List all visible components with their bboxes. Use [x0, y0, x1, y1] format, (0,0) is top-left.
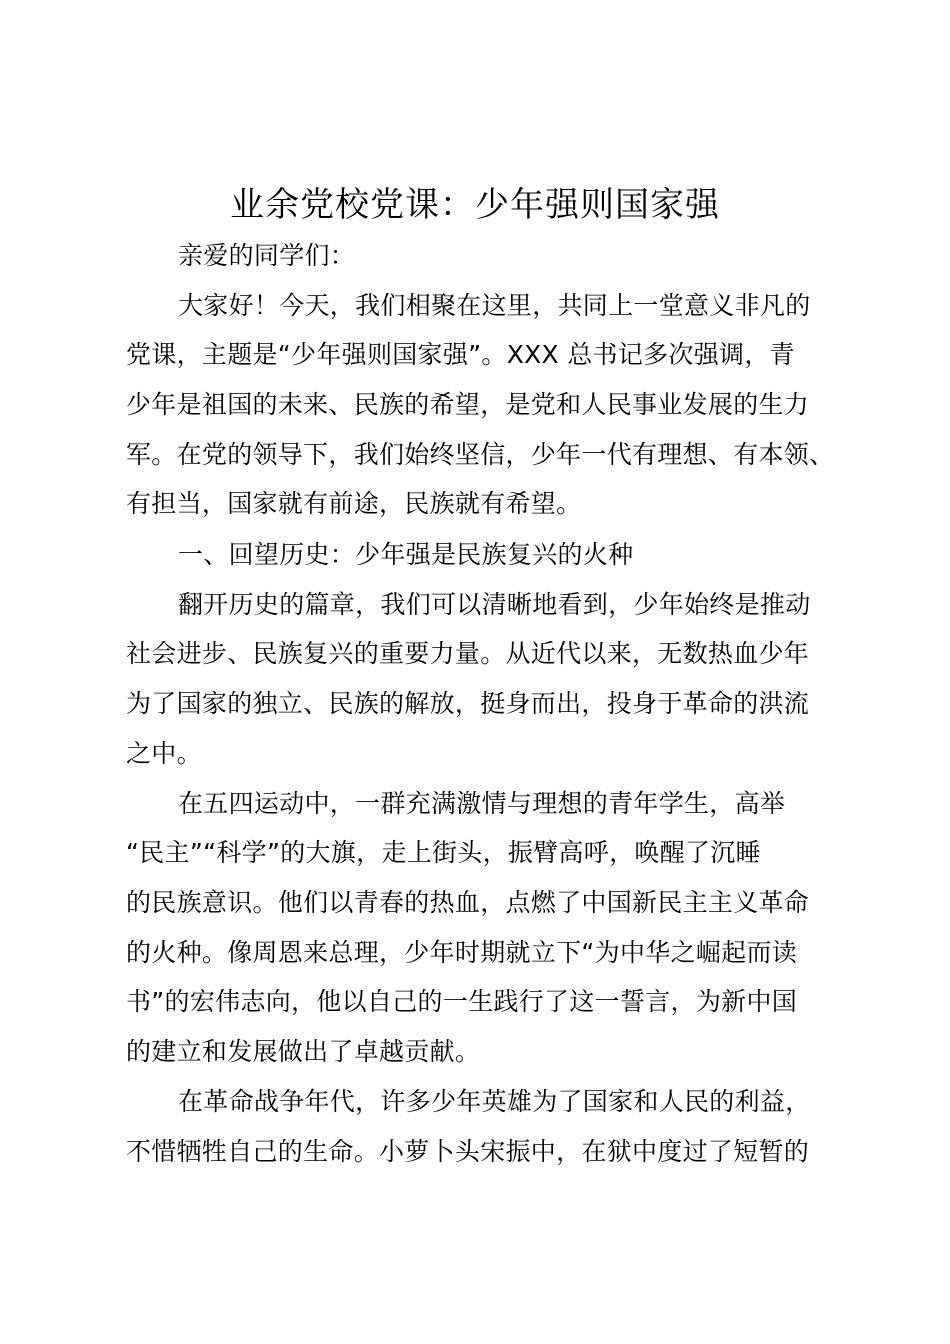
body-line: 有担当，国家就有前途，民族就有希望。: [126, 489, 582, 518]
body-line: 少年是祖国的未来、民族的希望，是党和人民事业发展的生力: [126, 390, 810, 419]
body-line: 的火种。像周恩来总理，少年时期就立下“为中华之崛起而读: [126, 938, 798, 967]
body-line: 翻开历史的篇章，我们可以清晰地看到，少年始终是推动: [178, 590, 811, 619]
body-line: 的建立和发展做出了卓越贡献。: [126, 1037, 481, 1066]
section-heading: 一、回望历史：少年强是民族复兴的火种: [178, 540, 634, 569]
body-line: “民主”“科学”的大旗，走上街头，振臂高呼，唤醒了沉睡: [126, 838, 761, 867]
body-line: 社会进步、民族复兴的重要力量。从近代以来，无数热血少年: [126, 639, 810, 668]
greeting-line: 亲爱的同学们：: [178, 241, 356, 270]
body-line: 不惜牺牲自己的生命。小萝卜头宋振中，在狱中度过了短暂的: [126, 1137, 810, 1166]
body-line: 在五四运动中，一群充满激情与理想的青年学生，高举: [178, 789, 786, 818]
body-line: 之中。: [126, 739, 202, 768]
body-line: 在革命战争年代，许多少年英雄为了国家和人民的利益，: [178, 1087, 811, 1116]
body-line: 为了国家的独立、民族的解放，挺身而出，投身于革命的洪流: [126, 689, 810, 718]
body-line: 的民族意识。他们以青春的热血，点燃了中国新民主主义革命: [126, 888, 810, 917]
body-line: 党课，主题是“少年强则国家强”。XXX 总书记多次强调，青: [126, 340, 795, 369]
body-line: 军。在党的领导下，我们始终坚信，少年一代有理想、有本领、: [126, 440, 835, 469]
document-title: 业余党校党课：少年强则国家强: [230, 185, 720, 225]
body-line: 书”的宏伟志向，他以自己的一生践行了这一誓言，为新中国: [126, 987, 798, 1016]
body-line: 大家好！今天，我们相聚在这里，共同上一堂意义非凡的: [178, 291, 811, 320]
